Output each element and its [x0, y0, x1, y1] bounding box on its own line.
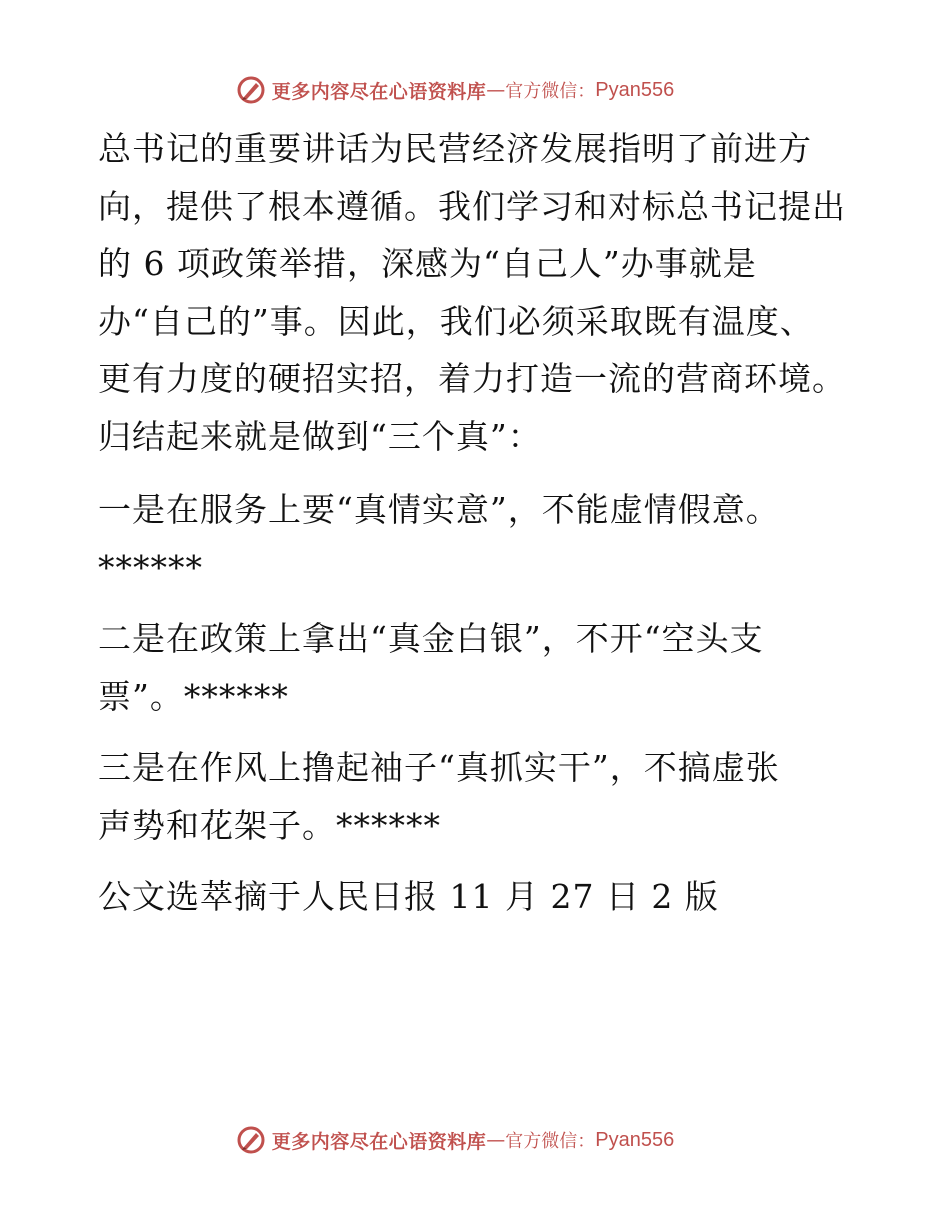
- text-line: 办“自己的”事。因此，我们必须采取既有温度、: [98, 301, 814, 341]
- text-line: 二是在政策上拿出“真金白银”，不开“空头支: [98, 619, 764, 658]
- text-line: 票”。******: [98, 676, 289, 716]
- watermark-wechat-id: Pyan556: [595, 1128, 675, 1151]
- text-line: 向，提供了根本遵循。我们学习和对标总书记提出: [98, 186, 846, 226]
- text-line: 归结起来就是做到“三个真”：: [98, 416, 542, 456]
- text-line: 声势和花架子。******: [98, 805, 441, 845]
- footer-watermark: [0, 1120, 950, 1160]
- text-line: 更有力度的硬招实招，着力打造一流的营商环境。: [98, 359, 846, 398]
- watermark-wechat-label: 官方微信：: [505, 81, 596, 102]
- watermark-text: 更多内容尽在心语资料库: [271, 1130, 487, 1153]
- text-line: 公文选萃摘于人民日报 11 月 27 日 2 版: [98, 877, 719, 916]
- pen-circle-icon: [236, 1125, 266, 1155]
- paragraph-4: [98, 739, 858, 854]
- watermark-wechat-id: Pyan556: [595, 78, 675, 101]
- document-body: [98, 120, 858, 926]
- text-line: 的 6 项政策举措，深感为“自己人”办事就是: [98, 244, 757, 283]
- text-line: ******: [98, 547, 203, 587]
- header-watermark: [0, 70, 950, 110]
- paragraph-2: [98, 481, 858, 596]
- watermark-wechat-label: 官方微信：: [505, 1131, 596, 1152]
- text-line: 总书记的重要讲话为民营经济发展指明了前进方: [98, 129, 812, 168]
- pen-circle-icon: [236, 75, 266, 105]
- paragraph-3: [98, 610, 858, 725]
- text-line: 三是在作风上撸起袖子“真抓实干”，不搞虚张: [98, 748, 780, 787]
- watermark-separator: —: [486, 79, 506, 101]
- source-note: [98, 868, 858, 926]
- text-line: 一是在服务上要“真情实意”，不能虚情假意。: [98, 490, 780, 529]
- paragraph-1: [98, 120, 858, 465]
- watermark-text: 更多内容尽在心语资料库: [271, 80, 487, 103]
- watermark-separator: —: [486, 1129, 506, 1151]
